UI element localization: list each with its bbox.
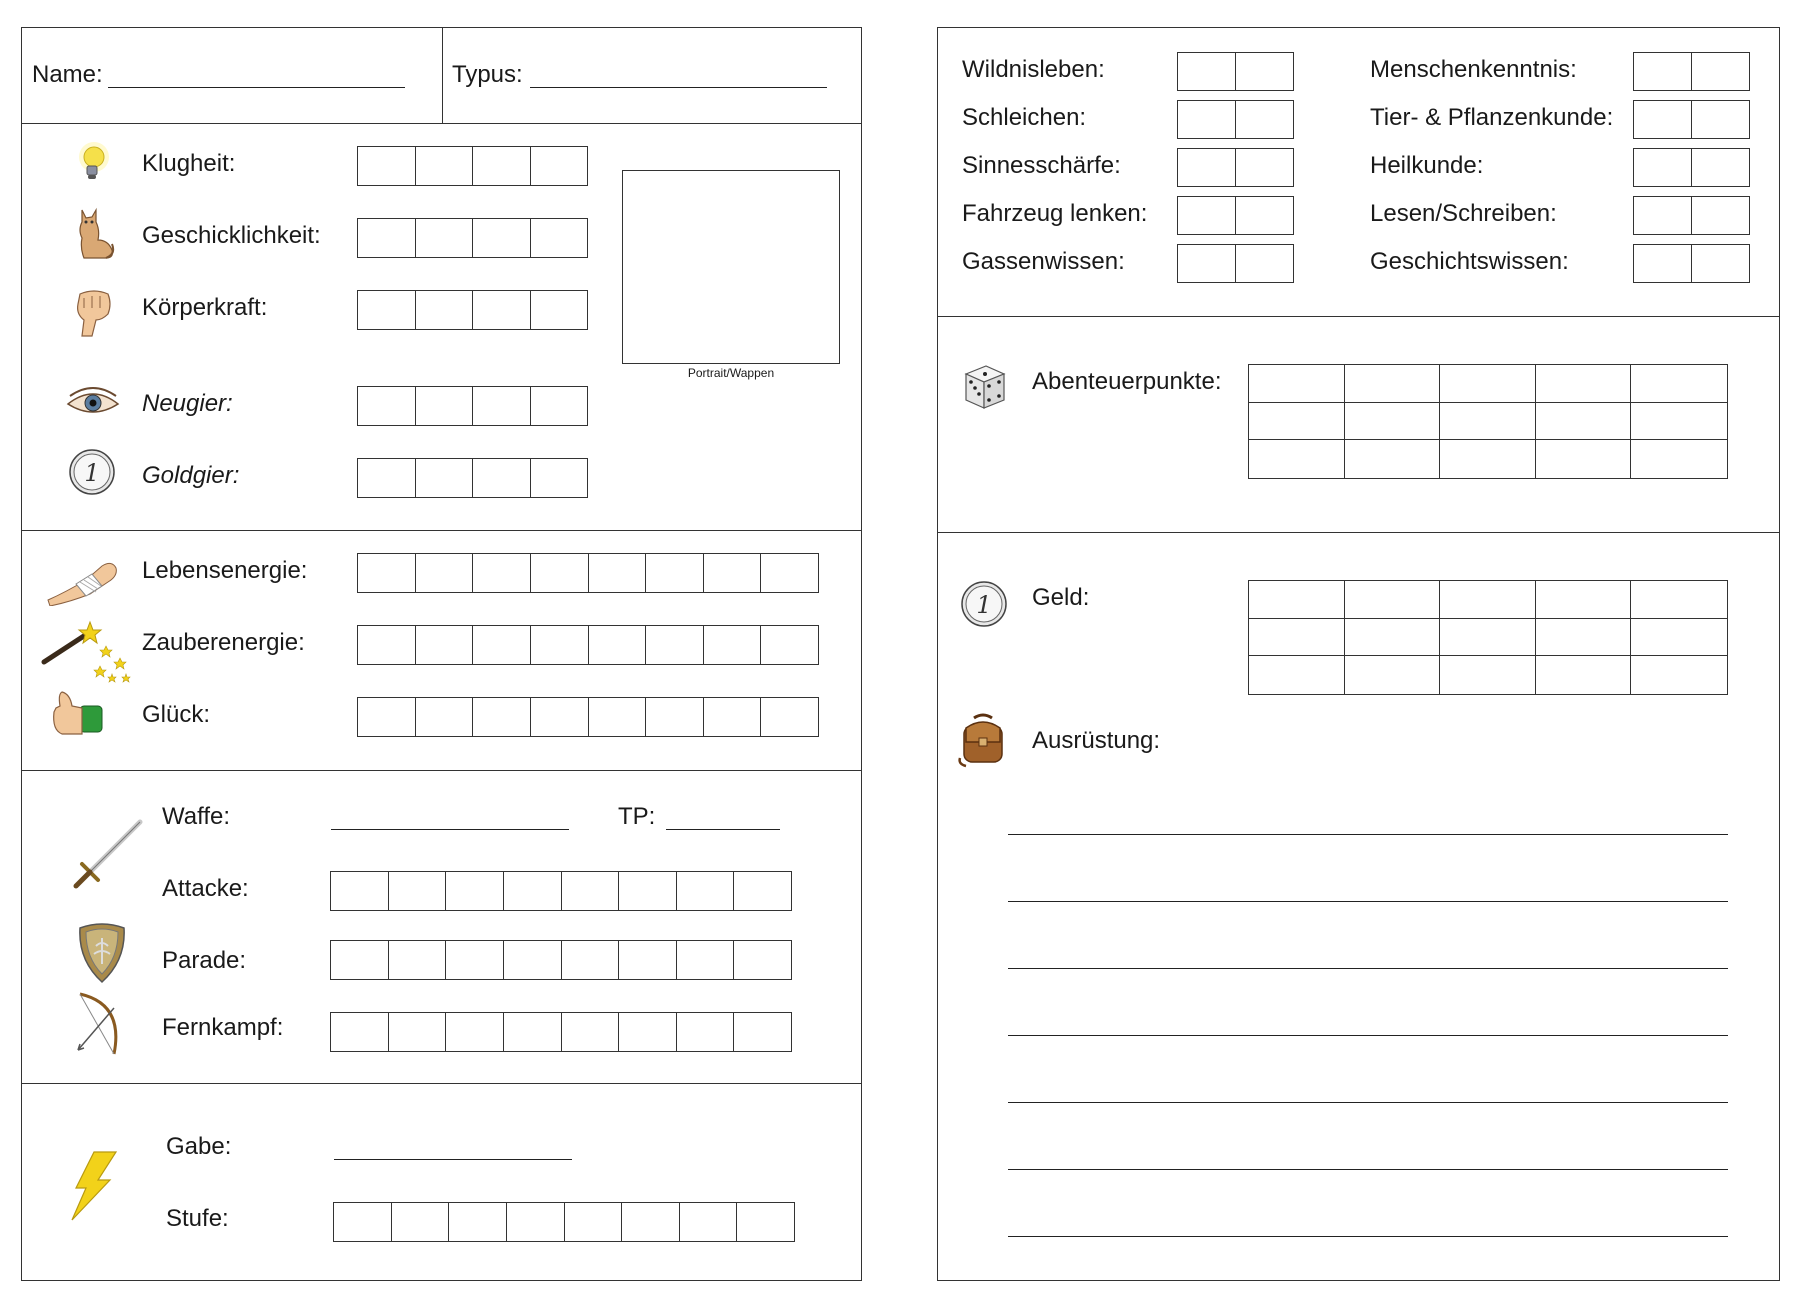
attribute-label-koerperkraft: Körperkraft: <box>142 294 268 321</box>
attribute-label-klugheit: Klugheit: <box>142 150 236 177</box>
attribute-boxes-neugier[interactable] <box>357 386 588 426</box>
skill-boxes-gassenwissen[interactable] <box>1177 244 1294 283</box>
waffe-label: Waffe: <box>162 803 231 830</box>
energy-boxes-glueck[interactable] <box>357 697 819 737</box>
attribute-boxes-goldgier[interactable] <box>357 458 588 498</box>
lightning-icon <box>68 1150 120 1222</box>
divider-skills <box>937 316 1780 317</box>
skill-boxes-menschenkenntnis[interactable] <box>1633 52 1750 91</box>
lightbulb-icon <box>72 140 116 184</box>
ausruestung-line-3[interactable] <box>1008 968 1728 969</box>
skill-label-heilkunde: Heilkunde: <box>1370 152 1484 179</box>
energy-boxes-zauberenergie[interactable] <box>357 625 819 665</box>
ausruestung-line-4[interactable] <box>1008 1035 1728 1036</box>
geld-label: Geld: <box>1032 584 1090 611</box>
energy-label-glueck: Glück: <box>142 701 211 728</box>
energy-label-lebensenergie: Lebensenergie: <box>142 557 308 584</box>
name-field[interactable] <box>108 87 405 88</box>
skill-boxes-tier-pflanzenkunde[interactable] <box>1633 100 1750 139</box>
attribute-label-goldgier: Goldgier: <box>142 462 240 489</box>
skill-boxes-heilkunde[interactable] <box>1633 148 1750 187</box>
skill-label-wildnisleben: Wildnisleben: <box>962 56 1105 83</box>
ausruestung-line-7[interactable] <box>1008 1236 1728 1237</box>
skill-label-menschenkenntnis: Menschenkenntnis: <box>1370 56 1577 83</box>
gabe-field[interactable] <box>334 1159 572 1160</box>
divider-abenteuer <box>937 532 1780 533</box>
ausruestung-label: Ausrüstung: <box>1032 727 1161 754</box>
dice-icon <box>962 364 1006 410</box>
stufe-label: Stufe: <box>166 1205 229 1232</box>
ausruestung-line-2[interactable] <box>1008 901 1728 902</box>
portrait-caption: Portrait/Wappen <box>687 366 775 380</box>
bow-icon <box>74 990 124 1058</box>
ausruestung-line-1[interactable] <box>1008 834 1728 835</box>
combat-boxes-parade[interactable] <box>330 940 792 980</box>
attribute-boxes-geschicklichkeit[interactable] <box>357 218 588 258</box>
cat-icon <box>72 204 118 260</box>
divider-attributes <box>21 530 862 531</box>
svg-text:1: 1 <box>976 591 992 619</box>
skill-label-lesen-schreiben: Lesen/Schreiben: <box>1370 200 1557 227</box>
portrait-box[interactable] <box>622 170 840 364</box>
divider-combat <box>21 1083 862 1084</box>
ausruestung-line-5[interactable] <box>1008 1102 1728 1103</box>
backpack-icon <box>956 712 1008 768</box>
combat-label-parade: Parade: <box>162 947 247 974</box>
ausruestung-line-6[interactable] <box>1008 1169 1728 1170</box>
skill-boxes-sinnesschaerfe[interactable] <box>1177 148 1294 187</box>
divider-header-vertical <box>442 27 443 123</box>
combat-label-fernkampf: Fernkampf: <box>162 1014 284 1041</box>
coin-icon <box>68 448 116 496</box>
thumbs-up-icon <box>48 690 104 742</box>
sword-icon <box>70 818 144 892</box>
energy-label-zauberenergie: Zauberenergie: <box>142 629 305 656</box>
bandaged-arm-icon <box>46 556 120 606</box>
eye-icon <box>66 386 120 420</box>
abenteuerpunkte-grid[interactable] <box>1248 364 1728 479</box>
attribute-boxes-klugheit[interactable] <box>357 146 588 186</box>
skill-label-sinnesschaerfe: Sinnesschärfe: <box>962 152 1121 179</box>
magic-wand-icon <box>40 618 136 684</box>
tp-label: TP: <box>618 803 656 830</box>
combat-label-attacke: Attacke: <box>162 875 249 902</box>
skill-label-tier-pflanzenkunde: Tier- & Pflanzenkunde: <box>1370 104 1614 131</box>
skill-label-geschichtswissen: Geschichtswissen: <box>1370 248 1569 275</box>
stufe-boxes[interactable] <box>333 1202 795 1242</box>
gabe-label: Gabe: <box>166 1133 232 1160</box>
typus-label: Typus: <box>452 61 523 88</box>
geld-coin-icon <box>960 580 1008 628</box>
name-label: Name: <box>32 61 103 88</box>
attribute-boxes-koerperkraft[interactable] <box>357 290 588 330</box>
skill-label-gassenwissen: Gassenwissen: <box>962 248 1125 275</box>
skill-label-fahrzeug-lenken: Fahrzeug lenken: <box>962 200 1148 227</box>
waffe-field[interactable] <box>331 829 569 830</box>
skill-boxes-geschichtswissen[interactable] <box>1633 244 1750 283</box>
typus-field[interactable] <box>530 87 827 88</box>
attribute-label-geschicklichkeit: Geschicklichkeit: <box>142 222 321 249</box>
attribute-label-neugier: Neugier: <box>142 390 233 417</box>
skill-boxes-fahrzeug-lenken[interactable] <box>1177 196 1294 235</box>
tp-field[interactable] <box>666 829 780 830</box>
skill-boxes-wildnisleben[interactable] <box>1177 52 1294 91</box>
fist-icon <box>70 286 118 338</box>
svg-text:1: 1 <box>84 459 100 487</box>
skill-label-schleichen: Schleichen: <box>962 104 1087 131</box>
abenteuerpunkte-label: Abenteuerpunkte: <box>1032 368 1222 395</box>
combat-boxes-fernkampf[interactable] <box>330 1012 792 1052</box>
energy-boxes-lebensenergie[interactable] <box>357 553 819 593</box>
geld-grid[interactable] <box>1248 580 1728 695</box>
shield-icon <box>76 920 128 984</box>
divider-energies <box>21 770 862 771</box>
skill-boxes-schleichen[interactable] <box>1177 100 1294 139</box>
divider-header <box>21 123 862 124</box>
skill-boxes-lesen-schreiben[interactable] <box>1633 196 1750 235</box>
combat-boxes-attacke[interactable] <box>330 871 792 911</box>
